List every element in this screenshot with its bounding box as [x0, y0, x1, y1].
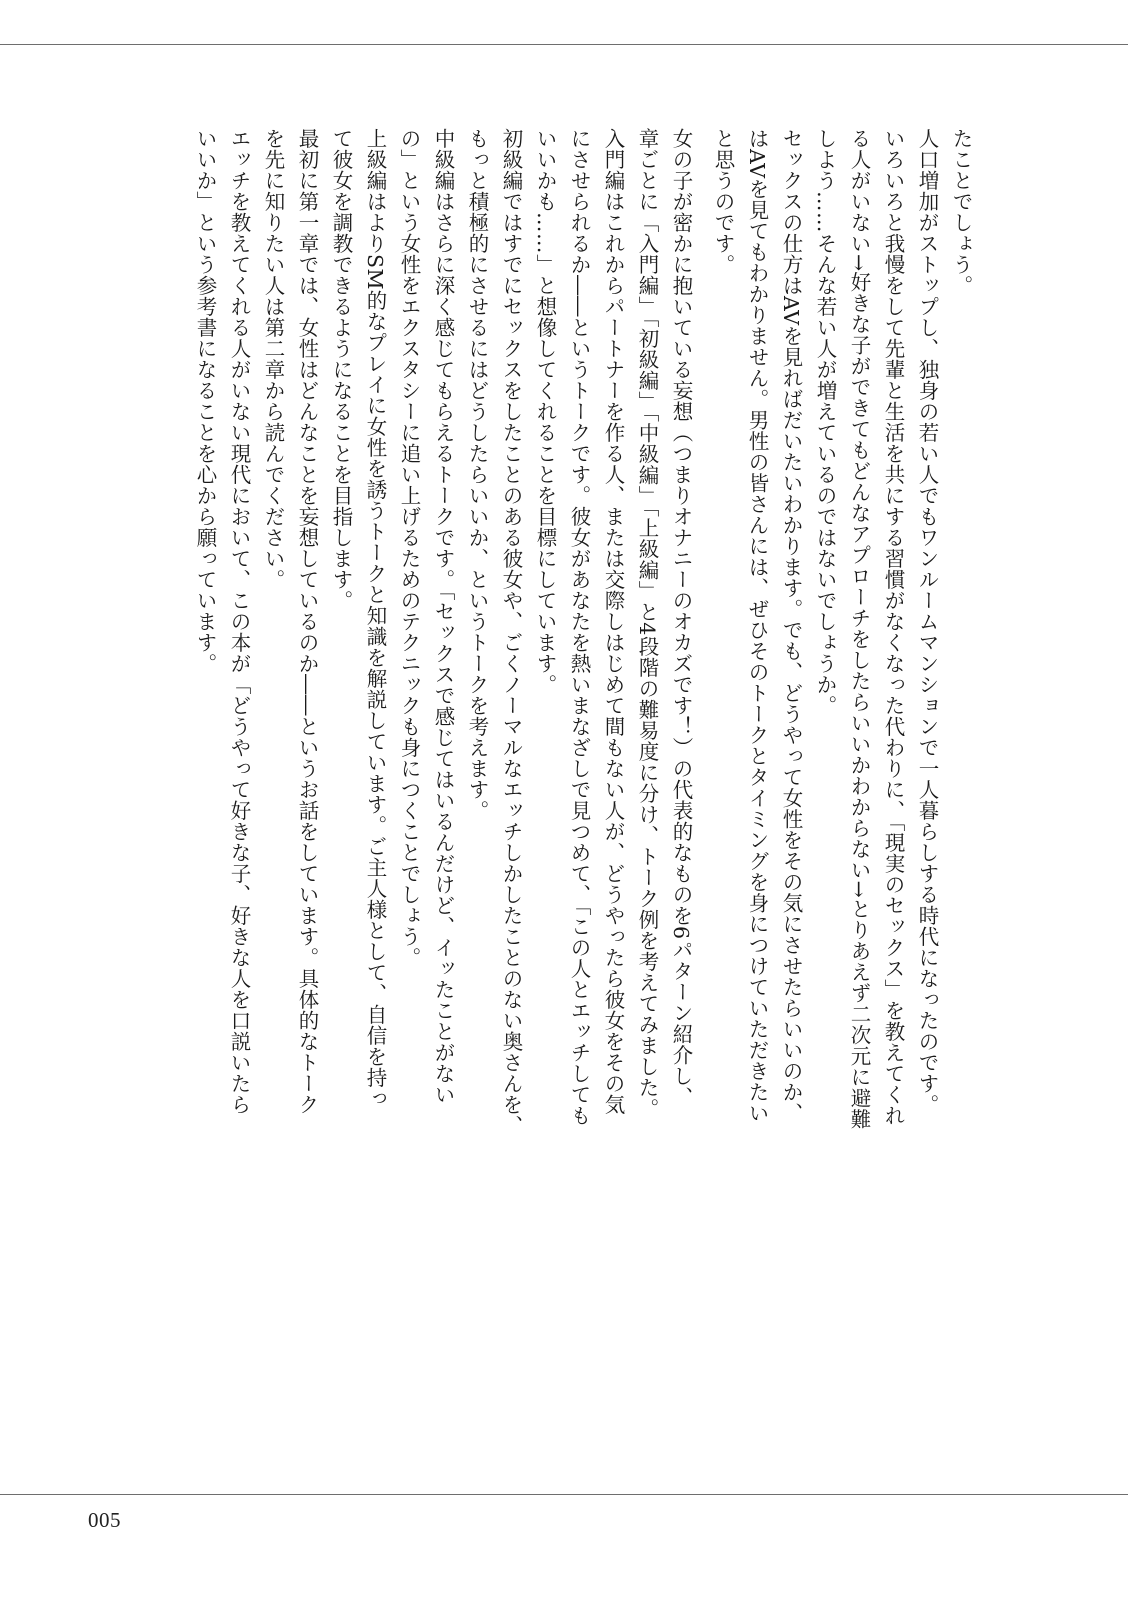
text-line: 女の子が密かに抱いている妄想（つまりオナニーのオカズです！）の代表的なものを6パターン紹介し、	[669, 128, 693, 1108]
text-line: エッチを教えてくれる人がいない現代において、この本が「どうやって好きな子、好きな人を口説いたら	[227, 128, 251, 1115]
text-line: 人口増加がストップし、独身の若い人でもワンルームマンションで一人暮らしする時代になったのです。	[915, 128, 939, 1115]
text-line: 章ごとに「入門編」「初級編」「中級編」「上級編」と4段階の難易度に分け、トーク例を考えてみました。	[635, 128, 659, 1119]
text-line: の」という女性をエクスタシーに追い上げるためのテクニックも身につくことでしょう。	[397, 128, 421, 968]
text-line: 中級編はさらに深く感じてもらえるトークです。「セックスで感じてはいるんだけど、イッたことがない	[431, 128, 455, 1105]
text-line: る人がいない→好きな子ができてもどんなアプローチをしたらいいかわからない→とりあえず二次元に避難	[847, 128, 871, 1130]
text-line: いいかも……」と想像してくれることを目標にしています。	[533, 128, 557, 695]
text-line: いいか」という参考書になることを心から願っています。	[193, 128, 217, 674]
text-line: セックスの仕方はAVを見ればだいたいわかります。でも、どうやって女性をその気にさせたらいいのか、	[779, 128, 803, 1124]
header-rule	[0, 44, 1128, 45]
text-block-lower	[98, 128, 698, 1368]
text-line: 入門編はこれからパートナーを作る人、または交際しはじめて間もない人が、どうやったら彼女をその気	[601, 128, 625, 1115]
text-line: もっと積極的にさせるにはどうしたらいいか、というトークを考えます。	[465, 128, 489, 821]
footer-rule	[0, 1494, 1128, 1495]
page-number: 005	[88, 1508, 121, 1532]
text-line: いろいろと我慢をして先輩と生活を共にする習慣がなくなった代わりに、「現実のセックス」を教えてくれ	[881, 128, 905, 1126]
text-line: 初級編ではすでにセックスをしたことのある彼女や、ごくノーマルなエッチしかしたことのない奥さんを、	[499, 128, 523, 1136]
text-line: にさせられるか――というトークです。彼女があなたを熱いまなざしで見つめて、「この人とエッチしても	[567, 128, 591, 1126]
text-line: たことでしょう。	[949, 128, 973, 296]
text-line: と思うのです。	[711, 128, 735, 275]
text-line: を先に知りたい人は第二章から読んでください。	[261, 128, 285, 590]
text-line: 最初に第一章では、女性はどんなことを妄想しているのか――というお話をしています。具体的なトーク	[295, 128, 319, 1115]
text-line: はAVを見てもわかりません。男性の皆さんには、ぜひそのトークとタイミングを身につけていただきたい	[745, 128, 769, 1124]
text-line: 上級編はよりSM的なプレイに女性を誘うトークと知識を解説しています。ご主人様として、自信を持っ	[363, 128, 387, 1110]
text-line: しよう……そんな若い人が増えているのではないでしょうか。	[813, 128, 837, 716]
text-line: て彼女を調教できるようになることを目指します。	[329, 128, 353, 611]
